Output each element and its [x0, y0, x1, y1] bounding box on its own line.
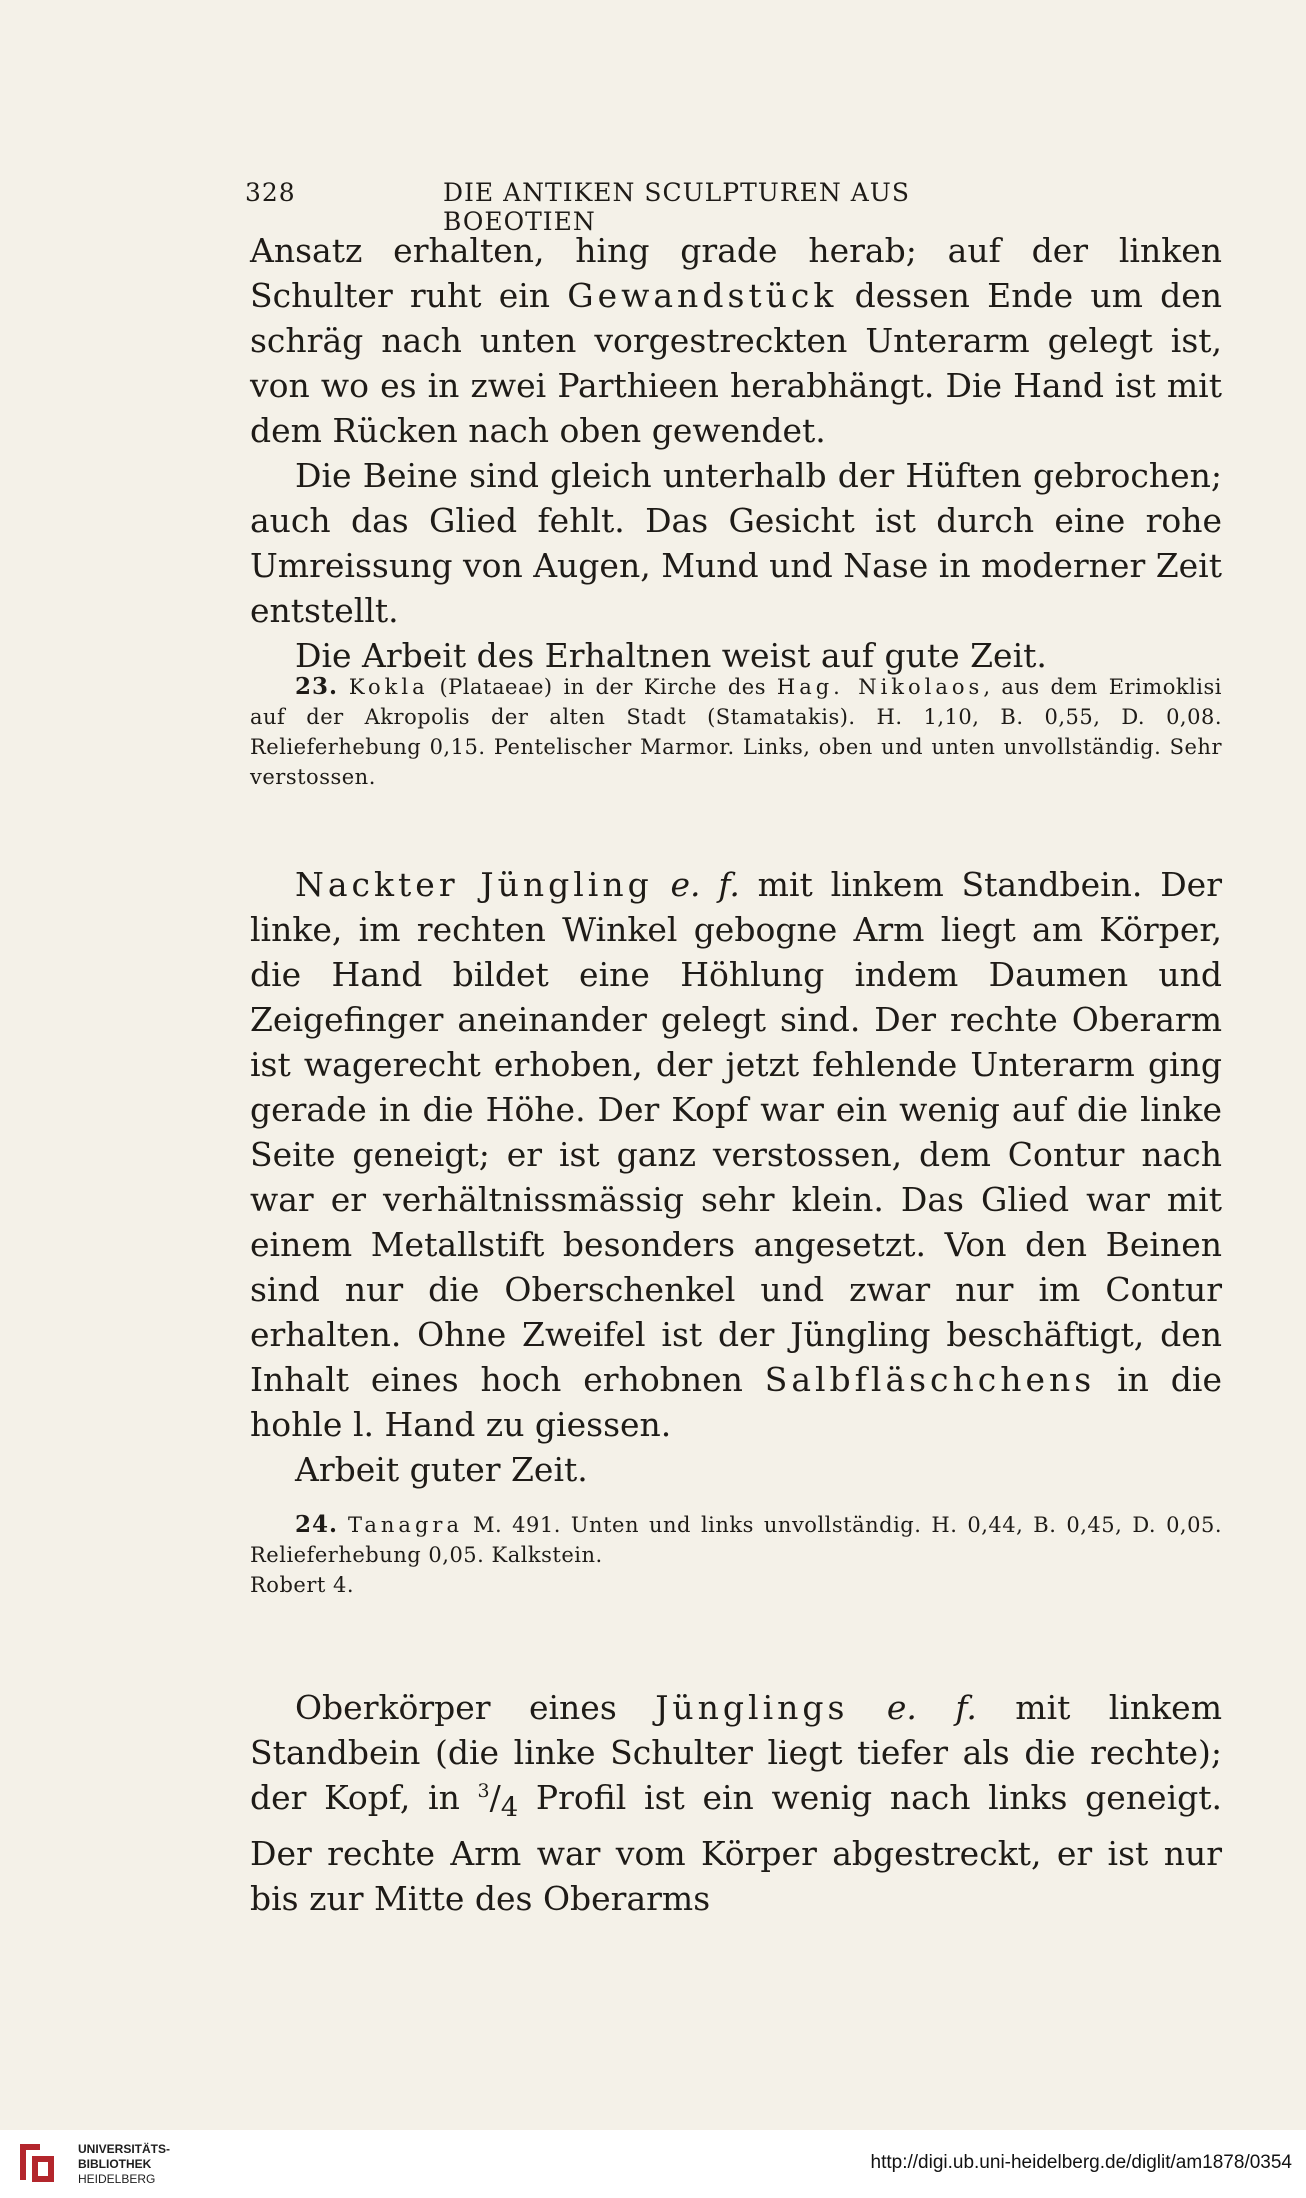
- library-line-1: UNIVERSITÄTS-: [78, 2142, 171, 2156]
- library-line-3: HEIDELBERG: [78, 2172, 156, 2186]
- text-run: in die hohle l. Hand zu giessen.: [250, 1360, 1222, 1444]
- fraction-denominator: 4: [500, 1791, 519, 1824]
- abbr-ef: e. f.: [670, 865, 740, 904]
- text-run: dessen Ende um den schräg nach unten vorgestreckten Unterarm gelegt ist, von wo es in zwei Parthieen herabhängt. Die Hand ist mit dem Rücken nach oben gewendet.: [250, 276, 1222, 450]
- subject-spaced: Jünglings: [655, 1688, 849, 1727]
- description-24: Oberkörper eines Jünglings e. f. mit linkem Standbein (die linke Schulter liegt tiefer als die rechte); der Kopf, in $^3/_4$ Profil ist ein wenig nach links geneigt. Der rechte Arm war vom Körper abgestreckt, er ist nur bis zur Mitte des Oberarms: [250, 1688, 1222, 1918]
- text-run: Ansatz erhalten, hing grade herab; auf der linken Schulter ruht ein: [250, 231, 1222, 315]
- page-number: 328: [245, 178, 296, 207]
- description-23: [250, 862, 1222, 1492]
- running-title: DIE ANTIKEN SCULPTUREN AUS BOEOTIEN: [443, 178, 910, 236]
- text-run: mit linkem Standbein (die linke Schulter liegt tiefer als die rechte); der Kopf, in: [250, 1688, 1222, 1817]
- subject-spaced: Nackter Jüngling: [295, 865, 653, 904]
- emphasis-spaced: Salbfläschchens: [764, 1360, 1096, 1399]
- catalog-entry-23: [250, 672, 1222, 792]
- entry-church: Hag. Nikolaos: [776, 675, 984, 699]
- emphasis-spaced: Gewandstück: [567, 276, 838, 315]
- library-name: [78, 2142, 170, 2187]
- text-run: mit linkem Standbein. Der linke, im rechten Winkel gebogne Arm liegt am Körper, die Hand bildet eine Höhlung indem Daumen und Zeigefinger aneinander gelegt sind. Der rechte Oberarm ist wagerecht erhoben, der jetzt fehlende Unterarm ging gerade in die Höhe. Der Kopf war ein wenig auf die linke Seite geneigt; er ist ganz verstossen, dem Contur nach war er verhältnissmässig sehr klein. Das Glied war mit einem Metallstift besonders angesetzt. Von den Beinen sind nur die Oberschenkel und zwar nur im Contur erhalten. Ohne Zweifel ist der Jüngling beschäftigt, den Inhalt eines hoch erhobnen: [250, 865, 1222, 1399]
- entry-text: (Plataeae) in der Kirche des: [428, 675, 777, 699]
- paragraph-damage: Die Beine sind gleich unterhalb der Hüften gebrochen; auch das Glied fehlt. Das Gesicht ist durch eine rohe Umreissung von Augen, Mund und Nase in moderner Zeit entstellt.: [250, 456, 1222, 630]
- entry-reference: Robert 4.: [250, 1573, 355, 1597]
- abbr-ef: e. f.: [886, 1688, 977, 1727]
- paragraph-work: Die Arbeit des Erhaltnen weist auf gute Zeit.: [295, 636, 1047, 675]
- text-run: Profil ist ein wenig nach links geneigt. Der rechte Arm war vom Körper abgestreckt, er ist nur bis zur Mitte des Oberarms: [250, 1778, 1222, 1918]
- entry-text: M. 491. Unten und links unvollständig. H. 0,44, B. 0,45, D. 0,05. Relieferhebung 0,05. Kalkstein.: [250, 1513, 1222, 1567]
- source-url-link[interactable]: http://digi.ub.uni-heidelberg.de/diglit/am1878/0354: [870, 2152, 1292, 2173]
- entry-place: Kokla: [348, 675, 429, 699]
- library-line-2: BIBLIOTHEK: [78, 2157, 152, 2171]
- fraction-numerator: 3: [477, 1780, 490, 1802]
- entry-number: 24.: [295, 1511, 339, 1538]
- entry-text: , aus dem Erimoklisi auf der Akropolis der alten Stadt (Stamatakis). H. 1,10, B. 0,55, D. 0,08. Relieferhebung 0,15. Pentelischer Marmor. Links, oben und unten unvollständig. Sehr verstossen.: [250, 675, 1222, 789]
- entry-number: 23.: [295, 673, 339, 700]
- paragraph-continuation: [250, 228, 1222, 678]
- paragraph-work: Arbeit guter Zeit.: [295, 1450, 588, 1489]
- entry-place: Tanagra: [348, 1513, 463, 1537]
- catalog-entry-24: [250, 1510, 1222, 1600]
- footer-bar: [0, 2130, 1306, 2198]
- text-run: Oberkörper eines: [295, 1688, 656, 1727]
- library-logo-icon: [14, 2140, 60, 2186]
